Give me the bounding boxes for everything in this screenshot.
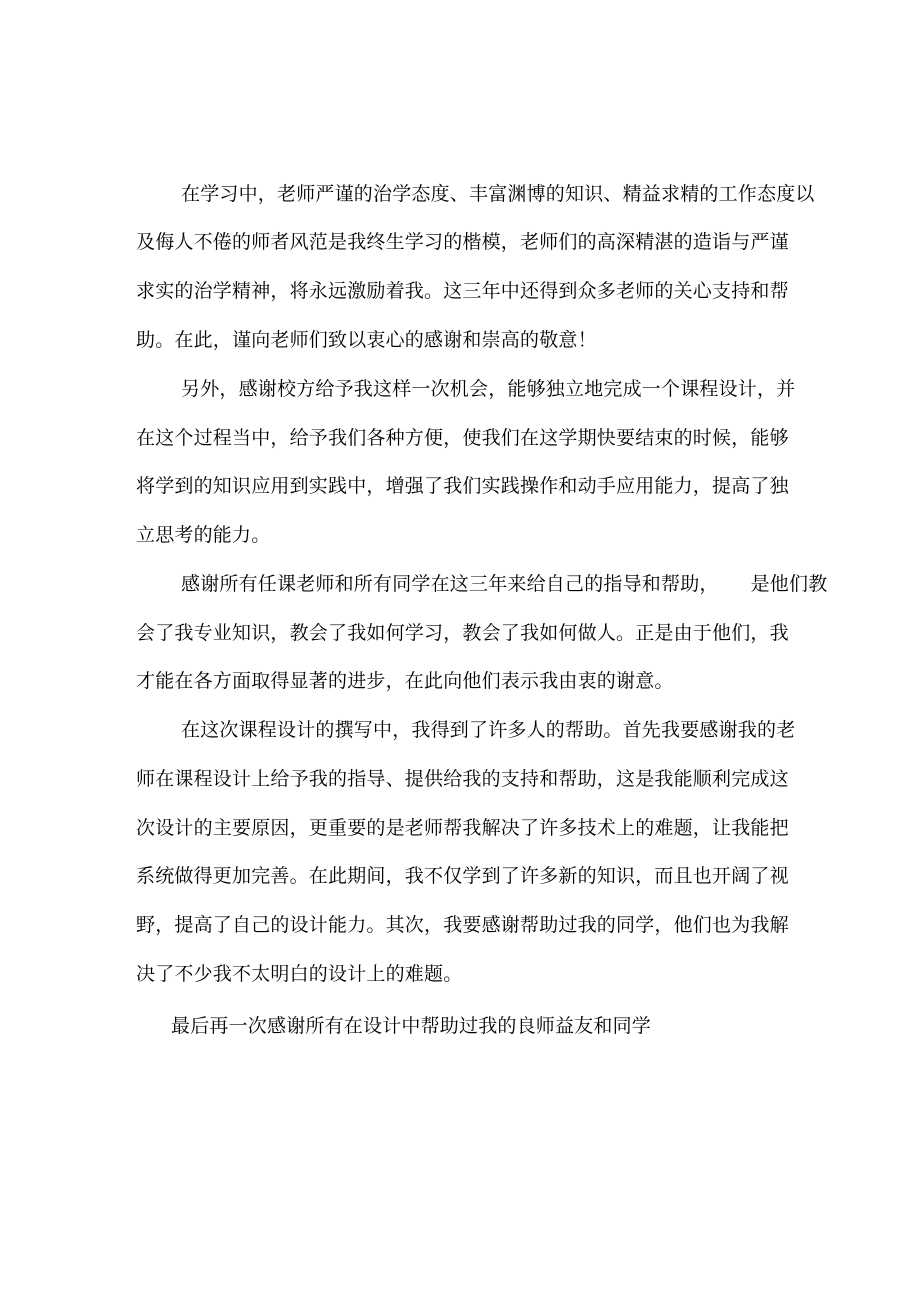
paragraph-line: 野，提高了自己的设计能力。其次，我要感谢帮助过我的同学，他们也为我解 bbox=[136, 914, 789, 936]
paragraph-line: 求实的治学精神，将永远激励着我。这三年中还得到众多老师的关心支持和帮 bbox=[136, 280, 789, 302]
paragraph-line: 才能在各方面取得显著的进步，在此向他们表示我由衷的谢意。 bbox=[136, 670, 674, 692]
paragraph-line: 在学习中，老师严谨的治学态度、丰富渊博的知识、精益求精的工作态度以 bbox=[181, 183, 815, 205]
paragraph-line: 助。在此，谨向老师们致以衷心的感谢和崇高的敬意！ bbox=[136, 329, 597, 351]
paragraph-line: 次设计的主要原因，更重要的是老师帮我解决了许多技术上的难题，让我能把 bbox=[136, 817, 789, 839]
paragraph-line: 师在课程设计上给予我的指导、提供给我的支持和帮助，这是我能顺利完成这 bbox=[136, 768, 789, 790]
paragraph-line-segment: 是他们教 bbox=[750, 573, 828, 595]
paragraph-line: 会了我专业知识，教会了我如何学习，教会了我如何做人。正是由于他们，我 bbox=[136, 622, 789, 644]
paragraph-line bbox=[181, 572, 827, 596]
paragraph-line: 将学到的知识应用到实践中，增强了我们实践操作和动手应用能力，提高了独 bbox=[136, 475, 789, 497]
paragraph-line: 最后再一次感谢所有在设计中帮助过我的良师益友和同学 bbox=[171, 1015, 652, 1037]
paragraph-line: 在这次课程设计的撰写中，我得到了许多人的帮助。首先我要感谢我的老 bbox=[181, 719, 796, 741]
paragraph-line-segment: 感谢所有任课老师和所有同学在这三年来给自己的指导和帮助， bbox=[181, 573, 719, 595]
paragraph-line: 决了不少我不太明白的设计上的难题。 bbox=[136, 963, 463, 985]
paragraph-line: 系统做得更加完善。在此期间，我不仅学到了许多新的知识，而且也开阔了视 bbox=[136, 865, 789, 887]
paragraph-line: 在这个过程当中，给予我们各种方便，使我们在这学期快要结束的时候，能够 bbox=[136, 427, 789, 449]
paragraph-line: 及侮人不倦的师者风范是我终生学习的楷模，老师们的高深精湛的造诣与严谨 bbox=[136, 231, 789, 253]
paragraph-line: 立思考的能力。 bbox=[136, 524, 271, 546]
paragraph-line: 另外，感谢校方给予我这样一次机会，能够独立地完成一个课程设计，并 bbox=[181, 378, 796, 400]
